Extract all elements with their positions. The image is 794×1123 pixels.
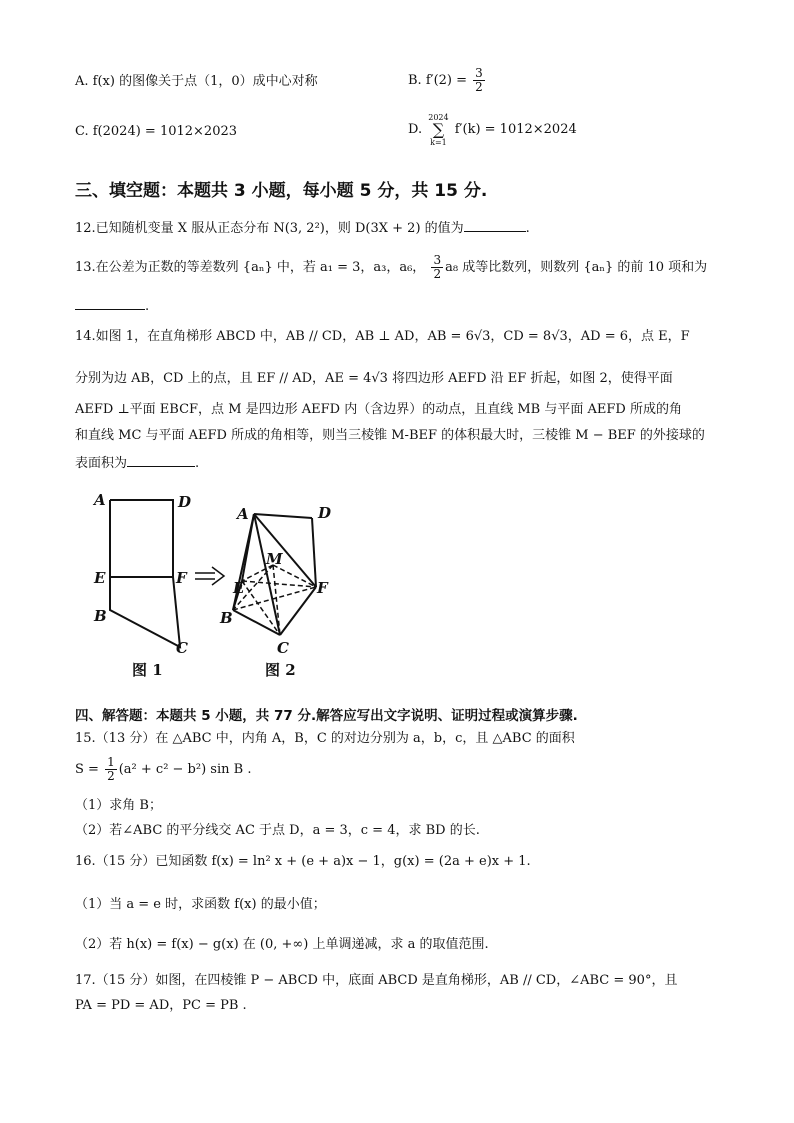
answer-blank <box>464 218 526 232</box>
option-d-suffix: f′(k) = 1012×2024 <box>454 122 577 137</box>
question-16-part-1: （1）当 a = e 时，求函数 f(x) 的最小值； <box>75 897 326 912</box>
geometry-figures <box>80 485 340 690</box>
question-14-text: 表面积为 <box>75 456 128 471</box>
option-b-fraction <box>473 67 485 94</box>
fig2-label-m: M <box>266 550 283 568</box>
question-14-line-2: 分别为边 AB，CD 上的点，且 EF // AD，AE = 4√3 将四边形 AEFD 沿 EF 折起，如图 2，使得平面 <box>75 371 673 386</box>
question-14-end: . <box>195 456 200 471</box>
fig1-label-e: E <box>94 569 106 587</box>
question-15-line-1: 15.（13 分）在 △ABC 中，内角 A，B，C 的对边分别为 a，b，c，且 △ABC 的面积 <box>75 731 575 746</box>
figure-2-dashed <box>233 565 316 635</box>
fig2-label-e: E <box>233 579 245 597</box>
question-15-fraction <box>105 756 117 783</box>
option-b-denominator: 2 <box>475 80 483 94</box>
question-14-line-1: 14.如图 1，在直角梯形 ABCD 中，AB // CD，AB ⊥ AD，AB = 6√3，CD = 8√3，AD = 6，点 E，F <box>75 329 690 344</box>
question-17-line-2: PA = PD = AD，PC = PB . <box>75 998 247 1013</box>
question-13-end: . <box>145 299 150 314</box>
option-b <box>408 62 487 100</box>
edge-af <box>254 514 316 587</box>
fig2-label-d: D <box>318 504 332 522</box>
sum-upper-limit: 2024 <box>428 112 449 122</box>
question-13-fraction <box>431 254 443 281</box>
figure-1-trapezoid <box>110 500 180 647</box>
question-15-denominator: 2 <box>107 769 115 783</box>
question-15-formula: (a² + c² − b²) sin B . <box>118 762 252 777</box>
question-15-part-2: （2）若∠ABC 的平分线交 AC 于点 D，a = 3，c = 4，求 BD 的长. <box>75 823 480 838</box>
fig1-label-d: D <box>178 493 192 511</box>
answer-blank <box>75 296 145 310</box>
edge-df <box>312 518 316 587</box>
question-13-text2: a₈ 成等比数列，则数列 {aₙ} 的前 10 项和为 <box>445 260 708 275</box>
section-3-title: 三、填空题：本题共 3 小题，每小题 5 分，共 15 分. <box>75 181 488 201</box>
edge-ad <box>254 514 312 518</box>
question-15-s: S = <box>75 762 99 777</box>
arrow-icon <box>195 567 224 585</box>
question-14-line-5 <box>75 453 199 473</box>
fig1-label-a: A <box>94 491 106 509</box>
option-c: C. f(2024) = 1012×2023 <box>75 124 238 139</box>
question-13-numerator: 3 <box>433 253 442 267</box>
figure-1 <box>110 500 180 647</box>
summation-symbol <box>428 113 448 147</box>
question-13-text1: 13.在公差为正数的等差数列 {aₙ} 中，若 a₁ = 3，a₃，a₆， <box>75 260 426 275</box>
question-13 <box>75 250 707 286</box>
question-17-line-1: 17.（15 分）如图，在四棱锥 P − ABCD 中，底面 ABCD 是直角梯形，AB // CD，∠ABC = 90°，且 <box>75 973 678 988</box>
edge-bc <box>233 610 280 635</box>
question-12-text: 12.已知随机变量 X 服从正态分布 N(3, 2²)，则 D(3X + 2) 的值为 <box>75 221 464 236</box>
fig1-label-f: F <box>176 569 187 587</box>
question-13-answer-line <box>75 296 149 316</box>
fig1-label-c: C <box>176 639 188 657</box>
option-a: A. f(x) 的图像关于点（1，0）成中心对称 <box>75 74 318 89</box>
fig2-label-b: B <box>220 609 233 627</box>
question-15-line-2 <box>75 752 251 788</box>
question-12-end: . <box>525 221 530 236</box>
option-b-numerator: 3 <box>475 66 483 80</box>
sum-lower-limit: k=1 <box>430 137 447 147</box>
question-12 <box>75 218 530 238</box>
fig1-label-b: B <box>94 607 107 625</box>
option-d-prefix: D. <box>408 122 423 137</box>
option-b-prefix: B. f′(2) = <box>408 73 468 88</box>
question-15-numerator: 1 <box>107 755 115 769</box>
edge-fc <box>280 587 316 635</box>
figure-2-caption: 图 2 <box>265 661 296 679</box>
question-15-part-1: （1）求角 B； <box>75 798 162 813</box>
question-16-part-2: （2）若 h(x) = f(x) − g(x) 在 (0, +∞) 上单调递减，求 a 的取值范围. <box>75 937 489 952</box>
fig2-label-a: A <box>237 505 249 523</box>
fig2-label-c: C <box>277 639 289 657</box>
answer-blank <box>127 453 195 467</box>
question-13-denominator: 2 <box>433 267 442 281</box>
sigma-icon: ∑ <box>432 119 445 139</box>
question-16-line-1: 16.（15 分）已知函数 f(x) = ln² x + (e + a)x − 1，g(x) = (2a + e)x + 1. <box>75 854 531 869</box>
figure-1-caption: 图 1 <box>132 661 163 679</box>
section-4-title: 四、解答题：本题共 5 小题，共 77 分.解答应写出文字说明、证明过程或演算步骤. <box>75 708 578 724</box>
fig2-label-f: F <box>317 579 328 597</box>
option-d <box>408 110 577 150</box>
question-14-line-4: 和直线 MC 与平面 AEFD 所成的角相等，则当三棱锥 M-BEF 的体积最大时，三棱锥 M − BEF 的外接球的 <box>75 428 705 443</box>
question-14-line-3: AEFD ⊥平面 EBCF，点 M 是四边形 AEFD 内（含边界）的动点，且直线 MB 与平面 AEFD 所成的角 <box>75 402 682 417</box>
